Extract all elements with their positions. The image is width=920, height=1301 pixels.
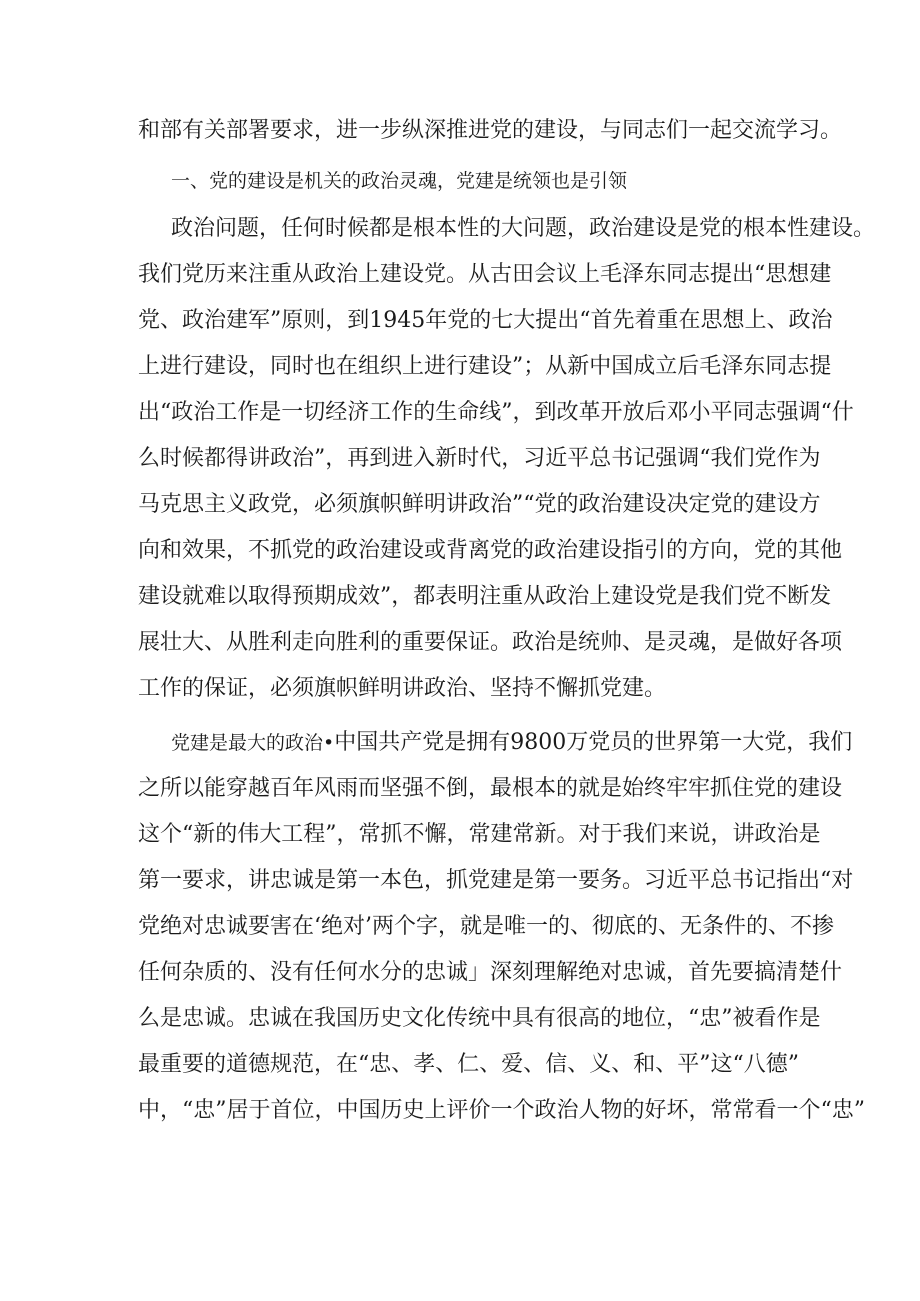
paragraph-1	[138, 206, 876, 712]
paragraph-1-line: 党、政治建军”原则，到1945年党的七大提出“首先着重在思想上、政治	[138, 308, 833, 333]
paragraph-1-line: 向和效果，不抓党的政治建设或背离党的政治建设指引的方向，党的其他	[138, 538, 843, 563]
document-body	[138, 108, 876, 1134]
paragraph-2	[138, 720, 865, 1134]
paragraph-1-line: 我们党历来注重从政治上建设党。从古田会议上毛泽东同志提出“思想建	[138, 262, 832, 287]
paragraph-2-first-line	[138, 720, 853, 766]
paragraph-2-line: 最重要的道德规范，在“忠、孝、仁、爱、信、义、和、平”这“八德”	[138, 1052, 799, 1077]
paragraph-1-line: 马克思主义政党，必须旗帜鲜明讲政治”“党的政治建设决定党的建设方	[138, 492, 821, 517]
intro-line: 和部有关部署要求，进一步纵深推进党的建设，与同志们一起交流学习。	[138, 118, 843, 143]
paragraph-2-first-line-text: 中国共产党是拥有9800万党员的世界第一大党，我们	[334, 730, 853, 755]
paragraph-2-line: 这个“新的伟大工程”，常抓不懈，常建常新。对于我们来说，讲政治是	[138, 822, 821, 847]
paragraph-1-line: 么时候都得讲政治”，再到进入新时代，习近平总书记强调“我们党作为	[138, 446, 821, 471]
paragraph-2-lead: 党建是最大的政治•	[171, 732, 335, 754]
paragraph-2-line: 之所以能穿越百年风雨而坚强不倒，最根本的就是始终牢牢抓住党的建设	[138, 776, 843, 801]
paragraph-2-line: 中，“忠”居于首位，中国历史上评价一个政治人物的好坏，常常看一个“忠”	[138, 1098, 865, 1123]
paragraph-1-line: 展壮大、从胜利走向胜利的重要保证。政治是统帅、是灵魂，是做好各项	[138, 630, 843, 655]
paragraph-1-line: 出“政治工作是一切经济工作的生命线”，到改革开放后邓小平同志强调“什	[138, 400, 854, 425]
paragraph-2-line: 么是忠诚。忠诚在我国历史文化传统中具有很高的地位，“忠”被看作是	[138, 1006, 821, 1031]
paragraph-1-line: 工作的保证，必须旗帜鲜明讲政治、坚持不懈抓党建。	[138, 676, 667, 701]
paragraph-2-line: 第一要求，讲忠诚是第一本色，抓党建是第一要务。习近平总书记指出“对	[138, 868, 854, 893]
paragraph-1-line: 政治问题，任何时候都是根本性的大问题，政治建设是党的根本性建设。	[171, 216, 876, 241]
section-heading: 一、党的建设是机关的政治灵魂，党建是统领也是引领	[171, 170, 628, 192]
paragraph-2-line: 党绝对忠诚要害在‘绝对’两个字，就是唯一的、彻底的、无条件的、不掺	[138, 914, 834, 939]
paragraph-1-line: 建设就难以取得预期成效”，都表明注重从政治上建设党是我们党不断发	[138, 584, 832, 609]
paragraph-2-line: 任何杂质的、没有任何水分的忠诚」深刻理解绝对忠诚，首先要搞清楚什	[138, 960, 843, 985]
paragraph-1-line: 上进行建设，同时也在组织上进行建设”；从新中国成立后毛泽东同志提	[138, 354, 832, 379]
